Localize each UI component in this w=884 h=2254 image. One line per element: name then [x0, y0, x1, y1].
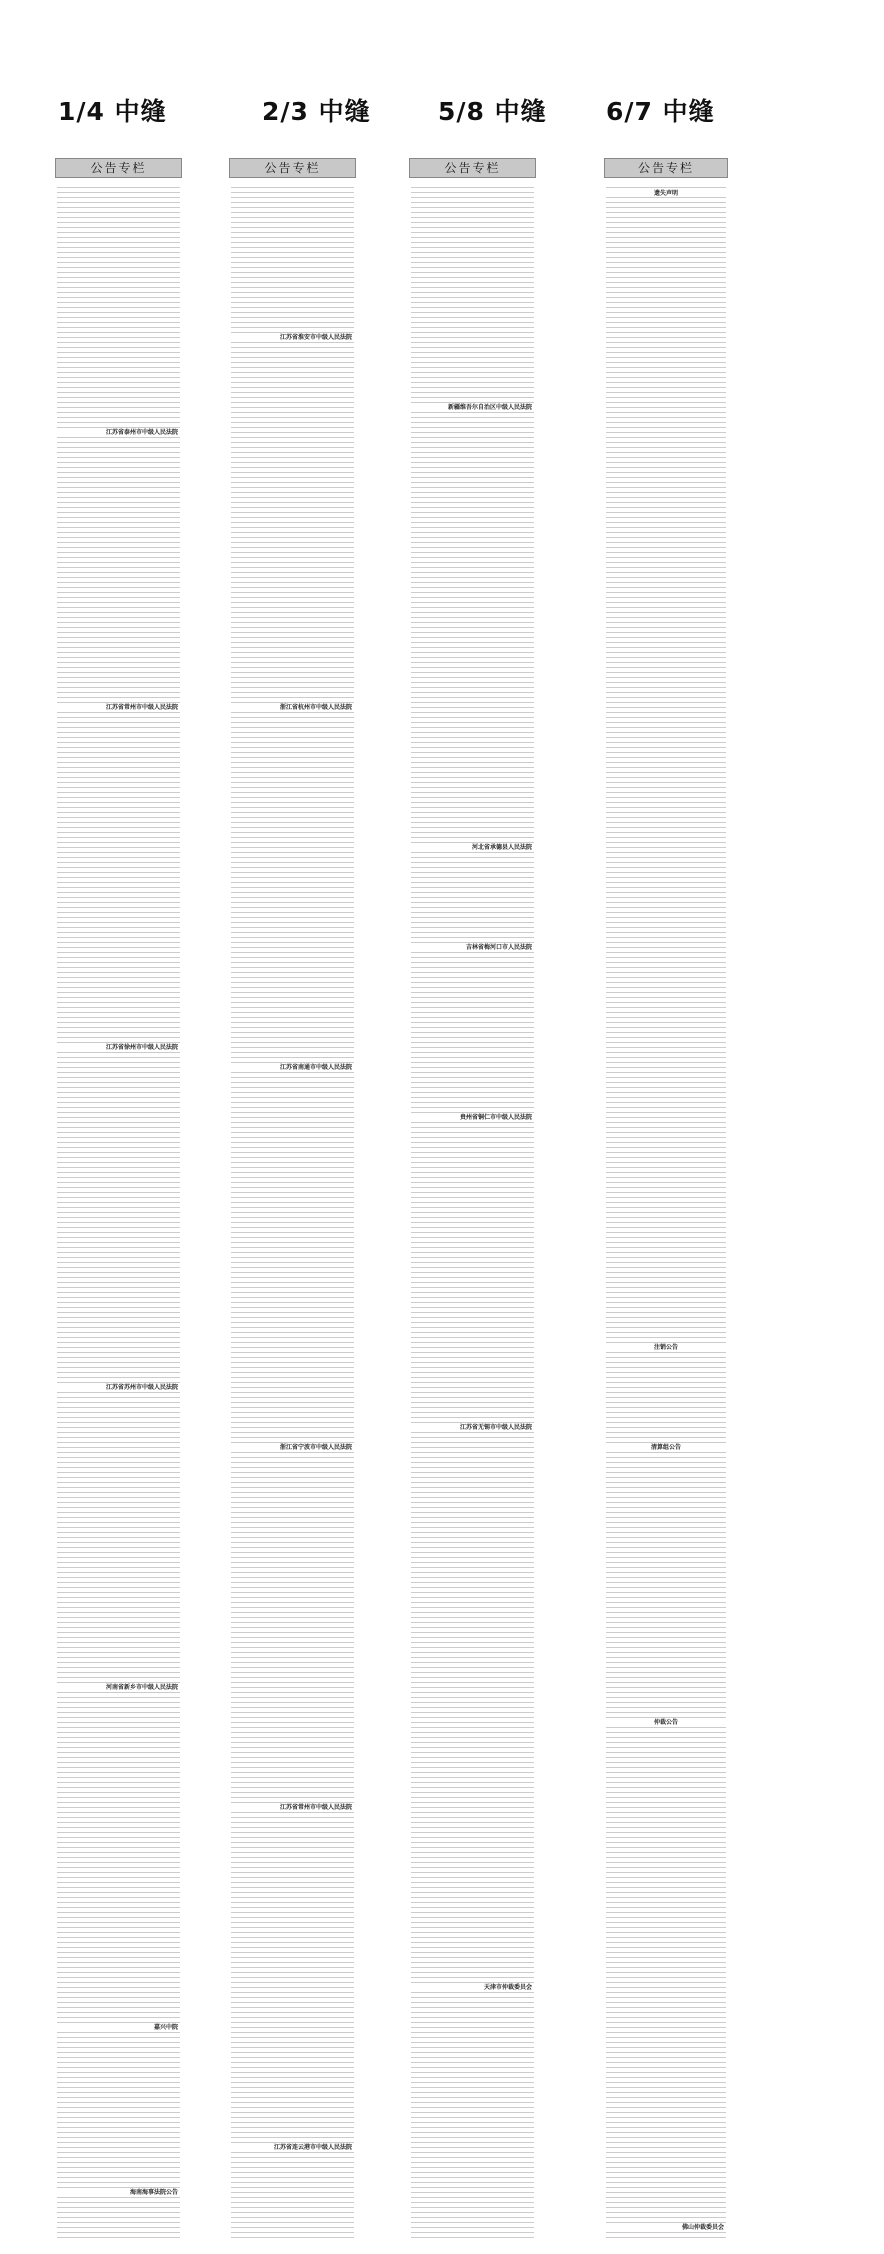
notice-block: 河南省新乡市中级人民法院 — [57, 1684, 180, 1691]
layout-title-2-3: 2/3 中缝 — [262, 97, 371, 126]
notice-column-1-4 — [55, 158, 182, 2242]
column-header: 公告专栏 — [604, 158, 728, 178]
notice-block: 江苏省苏州市中级人民法院 — [57, 1384, 180, 1391]
notice-block: 嘉兴中院 — [57, 2024, 180, 2031]
notice-text-body — [606, 184, 726, 2242]
notice-block: 佛山仲裁委员会 — [606, 2224, 726, 2231]
notice-column-5-8 — [409, 158, 536, 2242]
notice-block: 河北省承德县人民法院 — [411, 844, 534, 851]
notice-block: 浙江省宁波市中级人民法院 — [231, 1444, 354, 1451]
layout-title-5-8: 5/8 中缝 — [438, 97, 547, 126]
notice-column-2-3 — [229, 158, 356, 2242]
notice-block: 江苏省泰州市中级人民法院 — [57, 429, 180, 436]
notice-block: 新疆维吾尔自治区中级人民法院 — [411, 404, 534, 411]
notice-block: 仲裁公告 — [606, 1719, 726, 1726]
notice-block: 贵州省铜仁市中级人民法院 — [411, 1114, 534, 1121]
notice-text-body — [57, 184, 180, 2242]
notice-block: 浙江省杭州市中级人民法院 — [231, 704, 354, 711]
notice-block: 江苏省常州市中级人民法院 — [231, 1804, 354, 1811]
notice-block: 吉林省梅河口市人民法院 — [411, 944, 534, 951]
column-header: 公告专栏 — [409, 158, 536, 178]
layout-title-1-4: 1/4 中缝 — [58, 97, 167, 126]
layout-title-6-7: 6/7 中缝 — [606, 97, 715, 126]
notice-block: 江苏省淮安市中级人民法院 — [231, 334, 354, 341]
notice-block: 注销公告 — [606, 1344, 726, 1351]
column-header: 公告专栏 — [55, 158, 182, 178]
notice-block: 江苏省常州市中级人民法院 — [57, 704, 180, 711]
notice-block: 清算组公告 — [606, 1444, 726, 1451]
notice-block: 遗失声明 — [606, 190, 726, 197]
notice-column-6-7 — [604, 158, 728, 2242]
notice-block: 江苏省连云港市中级人民法院 — [231, 2144, 354, 2151]
notice-text-body — [411, 184, 534, 2242]
notice-block: 江苏省徐州市中级人民法院 — [57, 1044, 180, 1051]
column-header: 公告专栏 — [229, 158, 356, 178]
notice-block: 天津市仲裁委员会 — [411, 1984, 534, 1991]
notice-block: 江苏省无锡市中级人民法院 — [411, 1424, 534, 1431]
notice-block: 江苏省南通市中级人民法院 — [231, 1064, 354, 1071]
notice-text-body — [231, 184, 354, 2242]
notice-block: 海南海事法院公告 — [57, 2189, 180, 2196]
